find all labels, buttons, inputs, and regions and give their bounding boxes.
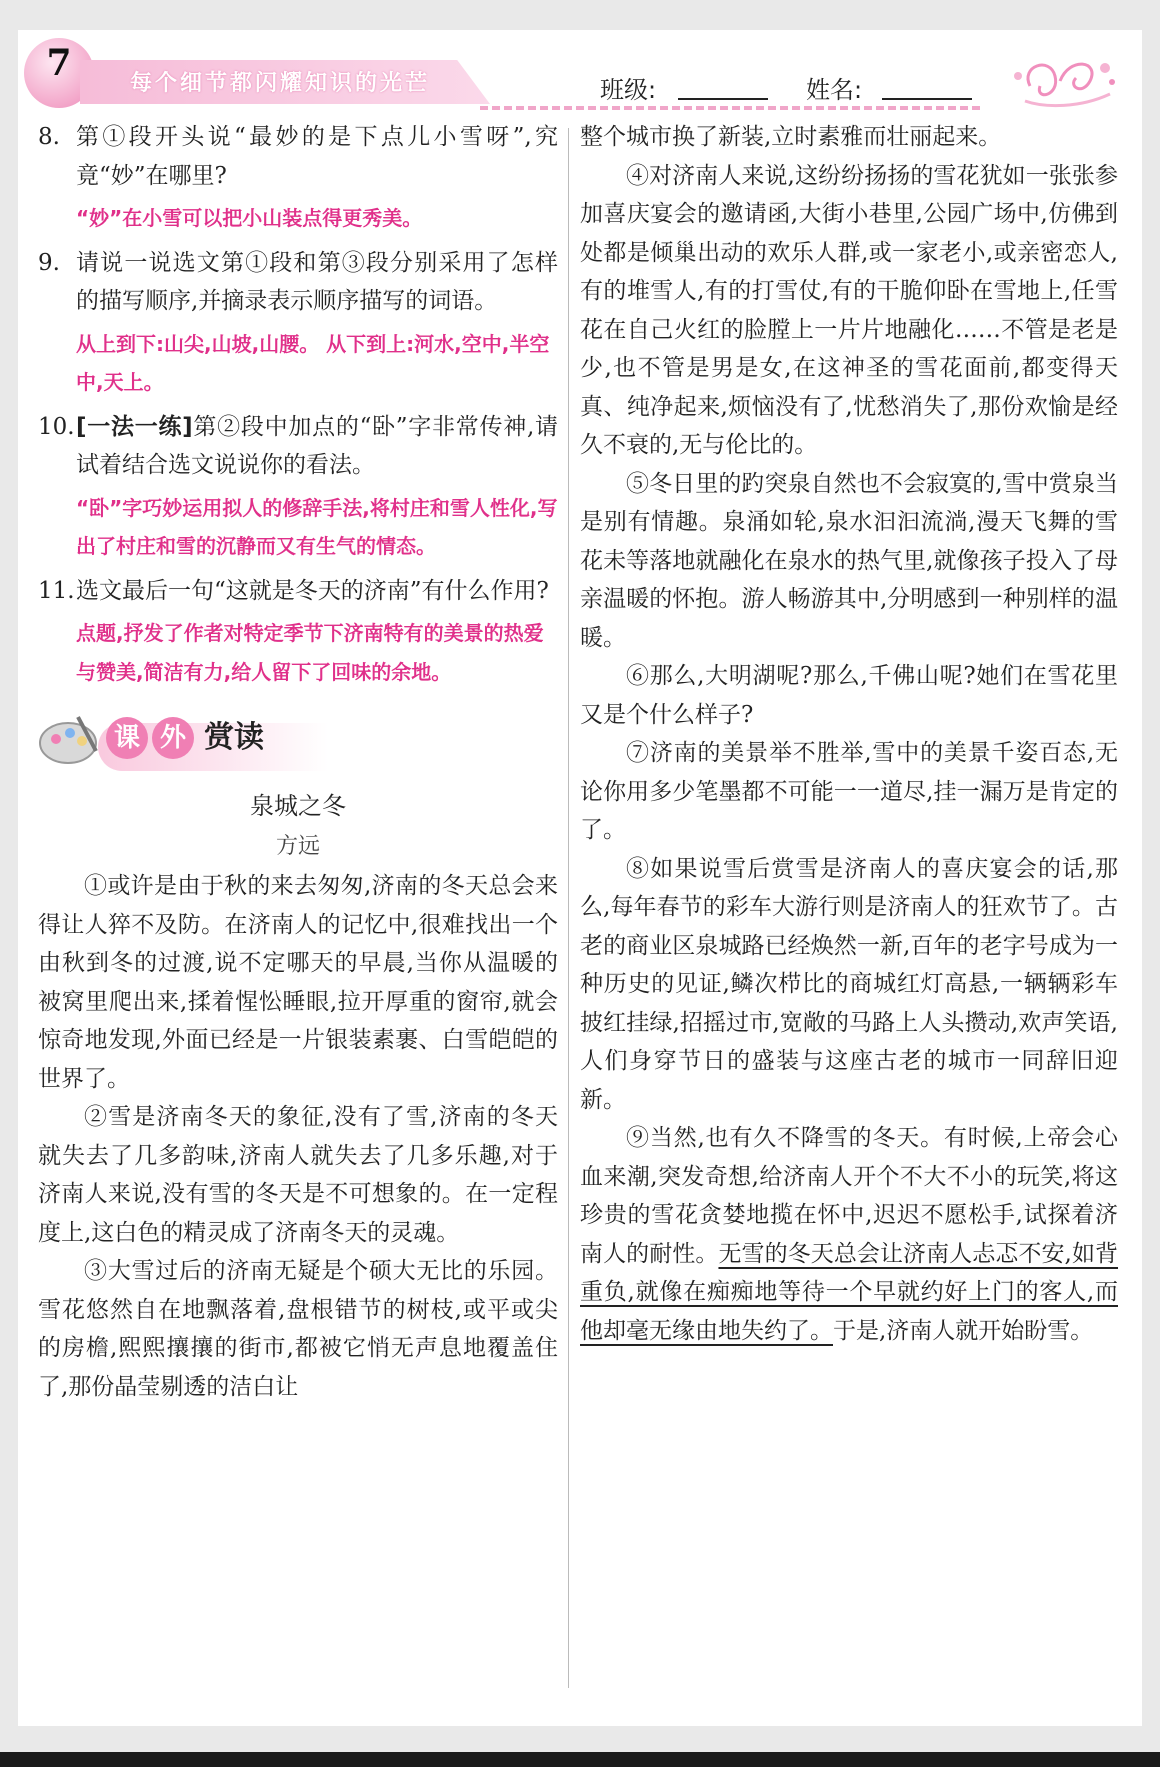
column-divider [568, 128, 569, 1688]
paragraph-9-ending: 于是,济南人就开始盼雪。 [833, 1317, 1094, 1344]
question-number: 8. [38, 124, 60, 150]
answer: 从上到下:山尖,山坡,山腰。 从下到上:河水,空中,半空中,天上。 [76, 331, 550, 394]
article-paragraph-9 [580, 1119, 1118, 1350]
section-heading [38, 701, 558, 781]
article-author: 方远 [275, 834, 320, 859]
article-paragraph-6: ⑥那么,大明湖呢?那么,千佛山呢?她们在雪花里又是个什么样子? [580, 663, 1118, 728]
answer: 点题,抒发了作者对特定季节下济南特有的美景的热爱与赞美,简洁有力,给人留下了回味的余地。 [76, 621, 544, 684]
article-paragraph-7: ⑦济南的美景举不胜举,雪中的美景千姿百态,无论你用多少笔墨都不可能一一道尽,挂一漏万是肯定的了。 [580, 740, 1118, 843]
question-8 [38, 118, 558, 238]
method-tag: [一法一练] [76, 413, 193, 440]
article-paragraph-4: ④对济南人来说,这纷纷扬扬的雪花犹如一张张参加喜庆宴会的邀请函,大街小巷里,公园广场中,仿佛到处都是倾巢出动的欢乐人群,或一家老小,或亲密恋人,有的堆雪人,有的打雪仗,有的干脆仰卧在雪地上,任雪花在自己火红的脸膛上一片片地融化……不管是老是少,也不管是男是女,在这神圣的雪花面前,都变得天真、纯净起来,烦恼没有了,忧愁消失了,那份欢愉是经久不衰的,无与伦比的。 [580, 162, 1118, 458]
question-number: 11. [38, 577, 75, 604]
name-label: 姓名: [806, 76, 863, 104]
right-column [580, 118, 1118, 1350]
header-slogan: 每个细节都闪耀知识的光芒 [130, 71, 431, 96]
section-title: 赏读 [204, 720, 264, 755]
article-paragraph-2: ②雪是济南冬天的象征,没有了雪,济南的冬天就失去了几多韵味,济南人就失去了几多乐趣,对于济南人来说,没有雪的冬天是不可想象的。在一定程度上,这白色的精灵成了济南冬天的灵魂。 [38, 1104, 558, 1246]
name-blank [882, 98, 972, 100]
article-paragraph-1: ①或许是由于秋的来去匆匆,济南的冬天总会来得让人猝不及防。在济南人的记忆中,很难找出一个由秋到冬的过渡,说不定哪天的早晨,当你从温暖的被窝里爬出来,揉着惺忪睡眼,拉开厚重的窗帘,就会惊奇地发现,外面已经是一片银装素裹、白雪皑皑的世界了。 [38, 873, 558, 1092]
question-number: 9. [38, 249, 60, 276]
section-char-1: 课 [106, 717, 148, 759]
bottom-bar [0, 1752, 1160, 1767]
header-dashed-line [480, 106, 980, 110]
article-paragraph-3: ③大雪过后的济南无疑是个硕大无比的乐园。雪花悠然自在地飘落着,盘根错节的树枝,或平或尖的房檐,熙熙攘攘的街市,都被它悄无声息地覆盖住了,那份晶莹剔透的洁白让 [38, 1258, 558, 1400]
question-number: 10. [38, 413, 75, 440]
article-paragraph-3-continued: 整个城市换了新装,立时素雅而壮丽起来。 [580, 124, 1002, 150]
question-text: 第①段开头说“最妙的是下点儿小雪呀”,究竟“妙”在哪里? [76, 124, 558, 189]
question-text: 选文最后一句“这就是冬天的济南”有什么作用? [76, 577, 549, 604]
palette-icon [38, 711, 100, 767]
article-paragraph-8: ⑧如果说雪后赏雪是济南人的喜庆宴会的话,那么,每年春节的彩车大游行则是济南人的狂欢节了。古老的商业区泉城路已经焕然一新,百年的老字号成为一种历史的见证,鳞次栉比的商城红灯高悬,一辆辆彩车披红挂绿,招摇过市,宽敞的马路上人头攒动,欢声笑语,人们身穿节日的盛装与这座古老的城市一同辞旧迎新。 [580, 855, 1118, 1113]
floral-ornament-icon [1010, 46, 1120, 116]
page-number: 7 [46, 42, 72, 84]
question-text: 第②段中加点的“卧”字非常传神,请试着结合选文说说你的看法。 [76, 413, 559, 478]
article-paragraph-5: ⑤冬日里的趵突泉自然也不会寂寞的,雪中赏泉当是别有情趣。泉涌如轮,泉水汩汩流淌,漫天飞舞的雪花未等落地就融化在泉水的热气里,就像孩子投入了母亲温暖的怀抱。游人畅游其中,分明感到一种别样的温暖。 [580, 470, 1118, 651]
answer: “妙”在小雪可以把小山装点得更秀美。 [76, 206, 423, 230]
paragraph-9-text: ⑨当然,也有久不降雪的冬天。有时候,上帝会心血来潮,突发奇想,给济南人开个不大不小的玩笑,将这珍贵的雪花贪婪地揽在怀中,迟迟不愿松手,试探着济南人的耐性。 [580, 1125, 1118, 1267]
underlined-sentence: 无雪的冬天总会让济南人忐忑不安,如背重负,就像在痴痴地等待一个早就约好上门的客人,而他却毫无缘由地失约了。 [580, 1240, 1119, 1344]
question-9 [38, 244, 558, 402]
article-title: 泉城之冬 [250, 792, 346, 820]
question-text: 请说一说选文第①段和第③段分别采用了怎样的描写顺序,并摘录表示顺序描写的词语。 [76, 249, 558, 314]
section-char-2: 外 [152, 717, 194, 759]
class-label: 班级: [600, 76, 657, 104]
question-11 [38, 572, 558, 692]
left-column [38, 118, 558, 1406]
answer: “卧”字巧妙运用拟人的修辞手法,将村庄和雪人性化,写出了村庄和雪的沉静而又有生气的情态。 [76, 495, 558, 558]
class-blank [678, 98, 768, 100]
question-10 [38, 408, 558, 566]
